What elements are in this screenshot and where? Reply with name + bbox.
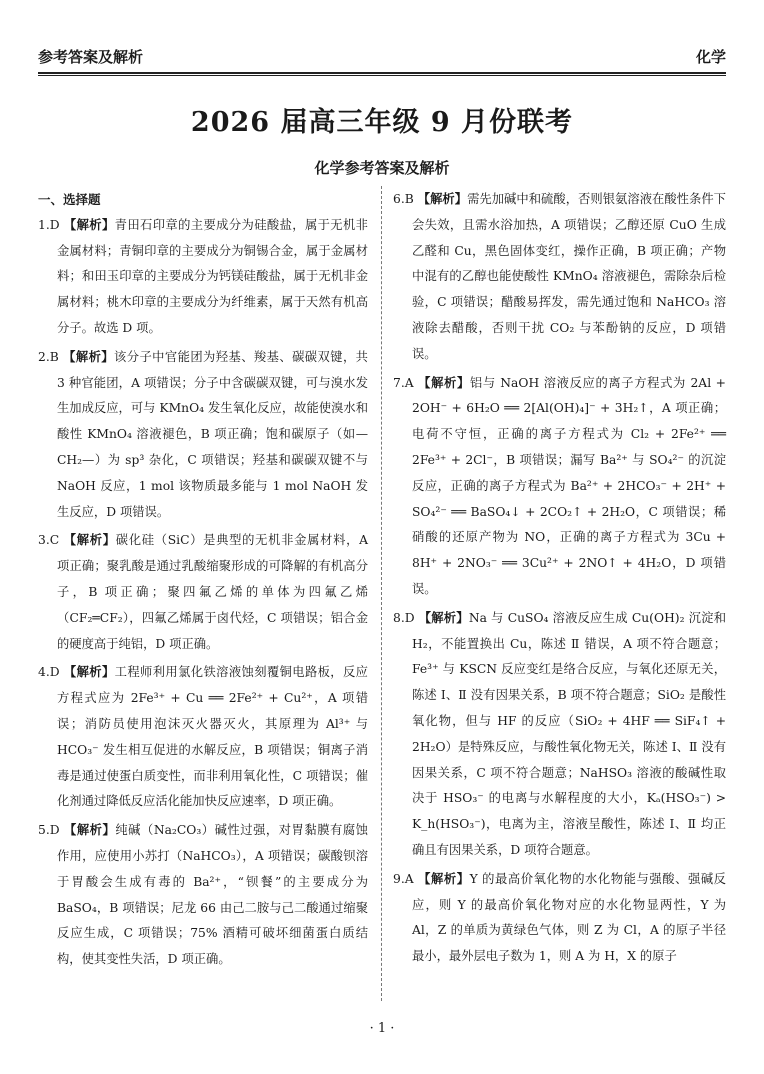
analysis-tag: 【解析】 [64,823,116,838]
answer-text: Y 的最高价氧化物的水化物能与强酸、强碱反应，则 Y 的最高价氧化物对应的水化物显两性，Y 为 Al，Z 的单质为黄绿色气体，则 Z 为 Cl，A 的原子半径最小，最外层电子数为 1，则 A 为 H，X 的原子 [412,871,726,964]
answer-text: 碳化硅（SiC）是典型的无机非金属材料，A 项正确；聚乳酸是通过乳酸缩聚形成的可降解的有机高分子，B 项正确；聚四氟乙烯的单体为四氟乙烯（CF₂═CF₂），四氟乙烯属于卤代烃，C 项错误；铝合金的硬度高于纯铝，D 项正确。 [57,533,368,651]
answer-text: 该分子中官能团为羟基、羧基、碳碳双键，共 3 种官能团，A 项错误；分子中含碳碳双键，可与溴水发生加成反应，可与 KMnO₄ 发生氧化反应，故能使溴水和酸性 KMnO₄ 溶液褪色，B 项正确；饱和碳原子（如—CH₂—）为 sp³ 杂化，C 项错误；羟基和碳碳双键不与 NaOH 反应，1 mol 该物质最多能与 1 mol NaOH 发生反应，D 项错误。 [57,349,368,519]
answer-item [38,528,368,657]
header-left-label: 参考答案及解析 [38,48,144,66]
answer-number: 6.B [393,192,414,206]
right-column [393,187,726,973]
header-subject-label: 化学 [695,48,726,66]
analysis-tag: 【解析】 [63,349,115,364]
answer-text: 纯碱（Na₂CO₃）碱性过强，对胃黏膜有腐蚀作用，应使用小苏打（NaHCO₃），A 项错误；碳酸钡溶于胃酸会生成有毒的 Ba²⁺，“钡餐”的主要成分为 BaSO₄，B 项错误；尼龙 66 由己二胺与己二酸通过缩聚反应生成，C 项错误；75% 酒精可破坏细菌蛋白质结构，使其变性失活，D 项正确。 [57,823,368,967]
answer-text: 铝与 NaOH 溶液反应的离子方程式为 2Al + 2OH⁻ + 6H₂O ══ 2[Al(OH)₄]⁻ + 3H₂↑，A 项正确；电荷不守恒，正确的离子方程式为 Cl₂ + 2Fe²⁺ ══ 2Fe³⁺ + 2Cl⁻，B 项错误；漏写 Ba²⁺ 与 SO₄²⁻ 的沉淀反应，正确的离子方程式为 Ba²⁺ + 2HCO₃⁻ + 2H⁺ + SO₄²⁻ ══ BaSO₄↓ + 2CO₂↑ + 2H₂O，C 项错误；稀硝酸的还原产物为 NO，正确的离子方程式为 3Cu + 8H⁺ + 2NO₃⁻ ══ 3Cu²⁺ + 2NO↑ + 4H₂O，D 项错误。 [412,375,726,596]
answer-item [38,213,368,342]
left-column [38,187,368,976]
column-divider [381,186,382,1001]
answer-item [38,660,368,815]
answer-item [38,345,368,526]
analysis-tag: 【解析】 [418,610,469,625]
answer-text: 青田石印章的主要成分为硅酸盐，属于无机非金属材料；青铜印章的主要成分为铜锡合金，属于金属材料；和田玉印章的主要成分为钙镁硅酸盐，属于无机非金属材料；桃木印章的主要成分为纤维素，属于天然有机高分子。故选 D 项。 [57,217,368,335]
answer-item [393,371,726,603]
page-header [38,42,726,68]
answer-number: 9.A [393,871,414,886]
analysis-tag: 【解析】 [63,217,115,232]
answer-item [393,606,726,864]
answer-number: 3.C [38,533,60,548]
header-rule [38,72,726,74]
answer-number: 8.D [393,610,415,625]
answer-text: 工程师利用氯化铁溶液蚀刻覆铜电路板，反应方程式应为 2Fe³⁺ + Cu ══ 2Fe²⁺ + Cu²⁺，A 项错误；消防员使用泡沫灭火器灭火，其原理为 Al³⁺ 与 HCO₃⁻ 发生相互促进的水解反应，B 项错误；铜离子消毒是通过使蛋白质变性，而非利用氧化性，C 项错误；催化剂通过降低反应活化能加快反应速率，D 项正确。 [57,665,368,809]
header-rule-thin [38,75,726,76]
answer-number: 7.A [393,375,414,390]
page-number: · 1 · [369,1021,395,1036]
answer-item [393,187,726,368]
answer-item [38,818,368,973]
document-title: 2026 届高三年级 9 月份联考 [190,107,574,138]
answer-number: 2.B [38,349,59,364]
answer-text: Na 与 CuSO₄ 溶液反应生成 Cu(OH)₂ 沉淀和 H₂，不能置换出 Cu，陈述 Ⅱ 错误，A 项不符合题意；Fe³⁺ 与 KSCN 反应变红是络合反应，与氧化还原无关，陈述 Ⅰ、Ⅱ 没有因果关系，B 项不符合题意；SiO₂ 是酸性氧化物，但与 HF 的反应（SiO₂ + 4HF ══ SiF₄↑ + 2H₂O）是特殊反应，与酸性氧化物无关，陈述 Ⅰ、Ⅱ 没有因果关系，C 项不符合题意；NaHSO₃ 溶液的酸碱性取决于 HSO₃⁻ 的电离与水解程度的大小，Kₐ(HSO₃⁻) > K_h(HSO₃⁻)，电离为主，溶液呈酸性，陈述 Ⅰ、Ⅱ 均正确且有因果关系，D 项符合题意。 [412,610,726,857]
analysis-tag: 【解析】 [417,192,468,206]
analysis-tag: 【解析】 [418,871,470,886]
answer-text: 需先加碱中和硫酸，否则银氨溶液在酸性条件下会失效，且需水浴加热，A 项错误；乙醇还原 CuO 生成乙醛和 Cu，黑色固体变红，操作正确，B 项正确；产物中混有的乙醇也能使酸性 KMnO₄ 溶液褪色，需除杂后检验，C 项错误；醋酸易挥发，需先通过饱和 NaHCO₃ 溶液除去醋酸，否则干扰 CO₂ 与苯酚钠的反应，D 项错误。 [412,192,726,361]
analysis-tag: 【解析】 [63,665,115,680]
analysis-tag: 【解析】 [63,533,116,548]
analysis-tag: 【解析】 [418,375,470,390]
answer-number: 5.D [38,823,60,838]
answer-number: 4.D [38,665,60,680]
answer-item [393,867,726,970]
answer-number: 1.D [38,217,60,232]
section-heading: 一、选择题 [38,192,101,207]
document-subtitle: 化学参考答案及解析 [314,159,450,177]
